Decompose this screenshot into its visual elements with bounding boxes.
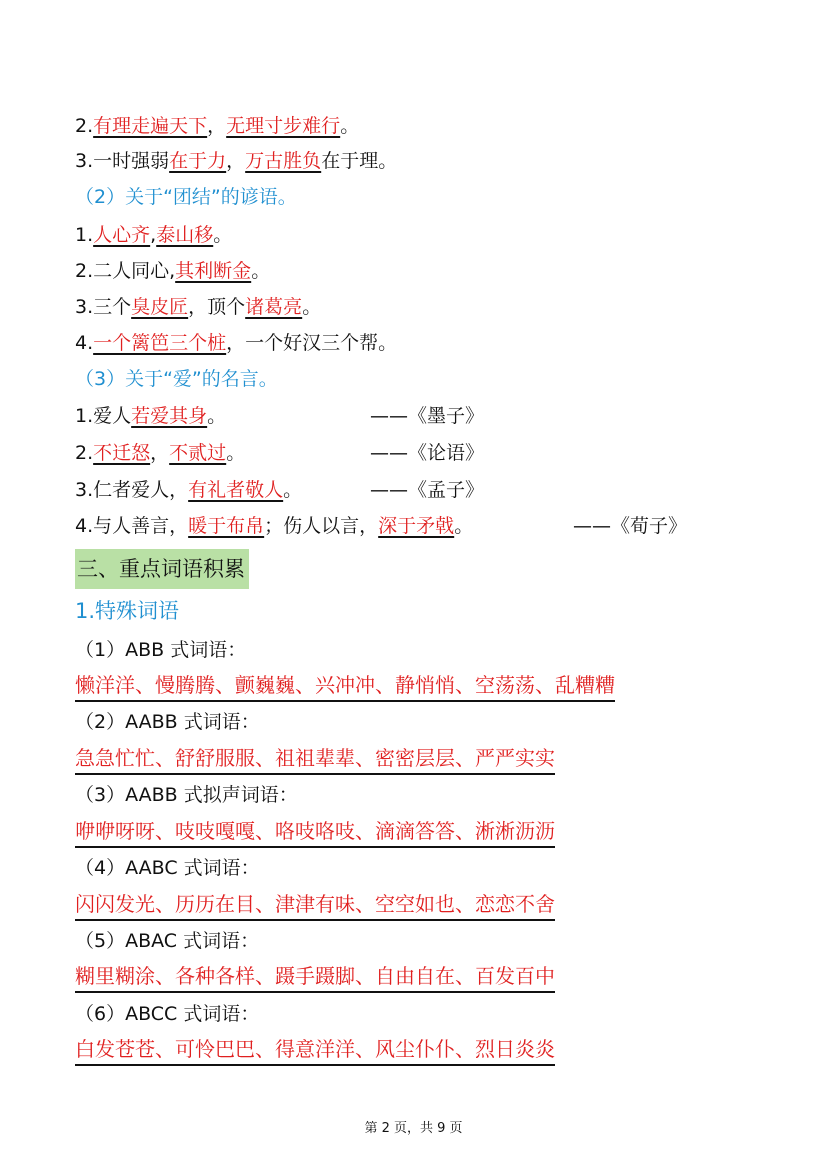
answer-blank: 其利断金 (175, 260, 252, 282)
word-format-label: （2）AABB 式词语： (75, 711, 260, 733)
word-format-label: （5）ABAC 式词语： (75, 930, 260, 952)
static-text: ，一个好汉三个帮。 (226, 332, 398, 354)
word-list: 懒洋洋、慢腾腾、颤巍巍、兴冲冲、静悄悄、空荡荡、乱糟糟 (75, 670, 615, 702)
proverb-line-3 (75, 148, 397, 174)
love-line-2 (75, 440, 245, 466)
punctuation: ， (150, 442, 170, 464)
answer-blank: 若爱其身 (131, 405, 208, 427)
answer-blank: 诸葛亮 (245, 296, 303, 318)
love-line-3 (75, 477, 302, 503)
word-format-label: （1）ABB 式词语： (75, 639, 247, 661)
word-format-label: （3）AABB 式拟声词语： (75, 784, 298, 806)
static-text: ，顶个 (188, 296, 246, 318)
answer-blank: 人心齐 (93, 224, 151, 246)
word-list: 白发苍苍、可怜巴巴、得意洋洋、风尘仆仆、烈日炎炎 (75, 1034, 555, 1066)
static-text: 在于理。 (321, 150, 398, 172)
quote-source: ——《孟子》 (370, 479, 485, 501)
page-footer: 第 2 页，共 9 页 (364, 1121, 463, 1136)
item-number: 4. (75, 332, 94, 354)
punctuation: , (150, 224, 157, 246)
unity-line-1 (75, 222, 232, 248)
unity-line-3 (75, 294, 321, 320)
answer-blank: 泰山移 (156, 224, 214, 246)
unity-heading: （2）关于“团结”的谚语。 (75, 186, 297, 208)
answer-blank: 一个篱笆三个桩 (93, 332, 227, 354)
answer-blank: 不迁怒 (93, 442, 151, 464)
static-text: 3.仁者爱人， (75, 479, 189, 501)
unity-line-2 (75, 258, 270, 284)
subsection-title: 1.特殊词语 (75, 599, 180, 623)
answer-blank: 有礼者敬人 (188, 479, 284, 501)
word-list: 咿咿呀呀、吱吱嘎嘎、咯吱咯吱、滴滴答答、淅淅沥沥 (75, 816, 555, 848)
word-list: 闪闪发光、历历在目、津津有味、空空如也、恋恋不舍 (75, 889, 555, 921)
answer-blank: 不贰过 (169, 442, 227, 464)
love-line-1 (75, 403, 226, 429)
quote-source: ——《墨子》 (370, 405, 485, 427)
punctuation: 。 (251, 260, 271, 282)
love-line-4 (75, 513, 473, 539)
word-list: 糊里糊涂、各种各样、蹑手蹑脚、自由自在、百发百中 (75, 961, 555, 993)
answer-blank: 臭皮匠 (131, 296, 189, 318)
quote-source: ——《论语》 (370, 442, 485, 464)
punctuation: 。 (283, 479, 303, 501)
word-format-label: （6）ABCC 式词语： (75, 1003, 260, 1025)
answer-blank: 暖于布帛 (188, 515, 265, 537)
punctuation: 。 (213, 224, 233, 246)
love-heading: （3）关于“爱”的名言。 (75, 368, 278, 390)
static-text: 4.与人善言， (75, 515, 189, 537)
answer-blank: 在于力 (169, 150, 227, 172)
punctuation: ， (207, 115, 227, 137)
static-text: ；伤人以言， (264, 515, 379, 537)
punctuation: 。 (207, 405, 227, 427)
word-list: 急急忙忙、舒舒服服、祖祖辈辈、密密层层、严严实实 (75, 743, 555, 775)
quote-source: ——《荀子》 (573, 515, 688, 537)
answer-blank: 有理走遍天下 (93, 115, 208, 137)
answer-blank: 万古胜负 (245, 150, 322, 172)
section-title: 三、重点词语积累 (75, 549, 249, 589)
answer-blank: 深于矛戟 (378, 515, 455, 537)
item-number: 2. (75, 115, 94, 137)
static-text: 3.三个 (75, 296, 132, 318)
proverb-line-2 (75, 113, 359, 139)
punctuation: 。 (302, 296, 322, 318)
punctuation: 。 (454, 515, 474, 537)
word-format-label: （4）AABC 式词语： (75, 857, 260, 879)
punctuation: 。 (340, 115, 360, 137)
answer-blank: 无理寸步难行 (226, 115, 341, 137)
item-number: 2. (75, 442, 94, 464)
punctuation: 。 (226, 442, 246, 464)
punctuation: ， (226, 150, 246, 172)
static-text: 3.一时强弱 (75, 150, 170, 172)
static-text: 1.爱人 (75, 405, 132, 427)
item-number: 1. (75, 224, 94, 246)
unity-line-4 (75, 330, 397, 356)
static-text: 2.二人同心, (75, 260, 176, 282)
